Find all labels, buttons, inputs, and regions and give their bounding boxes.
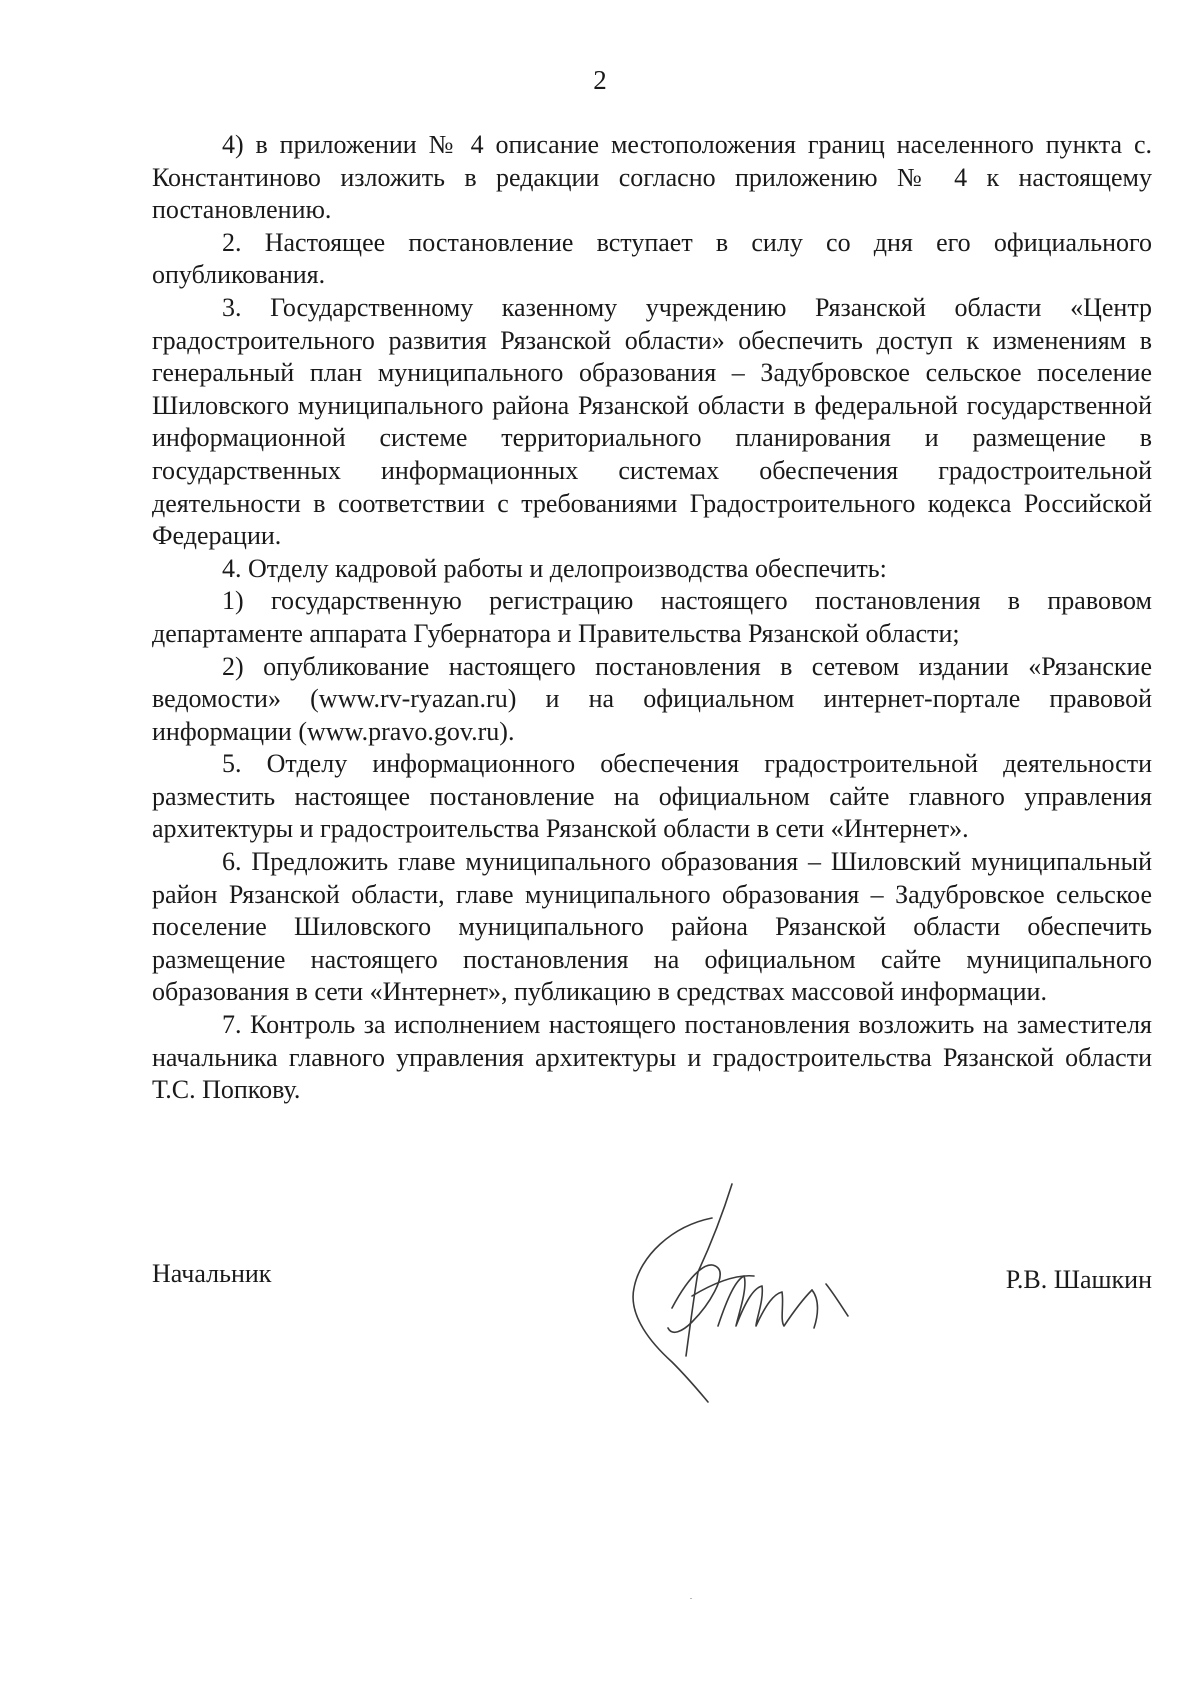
handwritten-signature: [522, 1176, 862, 1406]
signature-block: [152, 1258, 1152, 1408]
paragraph-3-access: 3. Государственному казенному учреждению Рязанской области «Центр градостроительного развития Рязанской области» обеспечить доступ к изменениям в генеральный план муниципального образования – Задубровское сельское поселение Шиловского муниципального района Рязанской области в федеральной государственной информационной системе территориального планирования и размещение в государственных информационных системах обеспечения градостроительной деятельности в соответствии с требованиями Градостроительного кодекса Российской Федерации.: [152, 292, 1152, 551]
signatory-title: Начальник: [152, 1259, 272, 1288]
page-number: 2: [593, 65, 607, 95]
paragraph-6-municipal: 6. Предложить главе муниципального образования – Шиловский муниципальный район Рязанской области, главе муниципального образования – Задубровское сельское поселение Шиловского муниципального района Рязанской области обеспечить размещение настоящего постановления на официальном сайте муниципального образования в сети «Интернет», публикацию в средствах массовой информации.: [152, 847, 1152, 1007]
paragraph-item-4-4: 4) в приложении № 4 описание местоположения границ населенного пункта с. Константиново изложить в редакции согласно приложению № 4 к настоящему постановлению.: [152, 130, 1152, 225]
paragraph-4-2-publication: 2) опубликование настоящего постановления в сетевом издании «Рязанские ведомости» (www.rv-ryazan.ru) и на официальном интернет-портале правовой информации (www.pravo.gov.ru).: [152, 651, 1152, 746]
document-body: [152, 129, 1152, 1107]
signatory-name: Р.В. Шашкин: [1005, 1265, 1152, 1294]
scan-speck: [690, 1598, 692, 1599]
paragraph-4-1-registration: 1) государственную регистрацию настоящего постановления в правовом департаменте аппарата Губернатора и Правительства Рязанской области;: [152, 586, 1152, 648]
paragraph-4-personnel: 4. Отделу кадровой работы и делопроизводства обеспечить:: [222, 553, 887, 583]
paragraph-2-effective-date: 2. Настоящее постановление вступает в силу со дня его официального опубликования.: [152, 227, 1152, 290]
paragraph-7-control: 7. Контроль за исполнением настоящего постановления возложить на заместителя начальника главного управления архитектуры и градостроительства Рязанской области Т.С. Попкову.: [152, 1010, 1152, 1105]
paragraph-5-website: 5. Отделу информационного обеспечения градостроительной деятельности разместить настоящее постановление на официальном сайте главного управления архитектуры и градостроительства Рязанской области в сети «Интернет».: [152, 749, 1152, 844]
